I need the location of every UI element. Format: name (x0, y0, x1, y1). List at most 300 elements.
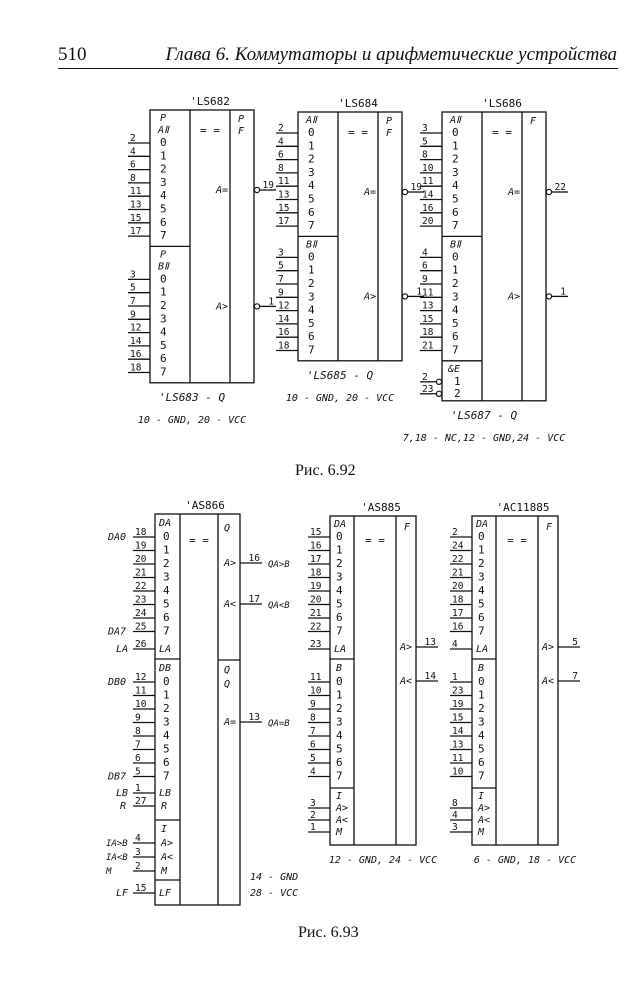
chip-ls682-a-pin-17-number: 17 (130, 226, 142, 238)
chip-ls684-b-bit-5: 5 (308, 316, 315, 330)
chip-ls684-a-bit-4: 4 (308, 179, 315, 193)
chip-ls686-b-pin-11-number: 11 (422, 287, 434, 299)
chip-ls686-e-bit-2: 2 (454, 386, 461, 400)
chip-ac11885-db-pin-10-number: 10 (452, 766, 464, 778)
chip-as866-title: 'AS866 (185, 499, 225, 512)
chip-ac11885-ctl-label-0: I (478, 791, 485, 802)
chip-as866-r-pin-number: 27 (135, 796, 147, 807)
chip-as885-db-bit-6: 6 (336, 756, 343, 769)
chip-as885-db-pin-4-number: 4 (310, 766, 316, 778)
chip-ls684-title: 'LS684 (338, 97, 378, 110)
chip-ac11885-la-label: LA (476, 644, 489, 655)
chip-ac11885-da-bit-3: 3 (478, 570, 485, 584)
chip-as866-sig-lf: LF (116, 888, 129, 899)
chip-ac11885-ctl-label-3: M (478, 827, 485, 838)
chip-ls682-out-pin-1-number: 1 (268, 296, 274, 308)
chip-ls684-out-pin-1-number: 1 (416, 286, 422, 298)
chip-ls684-out-pin-1-bubble (402, 294, 407, 299)
chip-as866-lb-pin-number: 1 (135, 783, 141, 794)
chip-ac11885-db-pin-23-number: 23 (452, 685, 464, 697)
chip-as885-ctl-label-0: I (336, 791, 343, 802)
chip-as885-ctl-label-2: A< (336, 815, 349, 826)
chip-ls686-out-label-1: A> (507, 291, 520, 303)
chip-ls682-a-pin-8-number: 8 (130, 172, 136, 184)
chip-ac11885-db-label: B (478, 663, 485, 674)
chip-as866-out-pin-17-number: 17 (248, 594, 260, 605)
chip-ls682-out-head-1: F (238, 126, 245, 137)
chip-ls682-b-bit-2: 2 (160, 299, 167, 312)
chip-as866-out-pin-13-number: 13 (248, 712, 260, 723)
chip-as866-da-bit-5: 5 (163, 597, 170, 611)
chip-ls686-e-pin-number-23: 23 (422, 383, 434, 395)
chip-as866-ctl-pin-4-number: 4 (135, 833, 141, 844)
chip-ls684-out-label-0: A= (363, 187, 376, 198)
chip-as885-da-pin-20-number: 20 (310, 594, 322, 606)
chip-ls682-b-bit-6: 6 (160, 352, 167, 366)
chip-as885-db-pin-11-number: 11 (310, 672, 322, 683)
chip-ls686-b-label: BⅡ (450, 239, 461, 251)
chip-as885-da-bit-6: 6 (336, 611, 343, 624)
chip-as885-db-pin-9-number: 9 (310, 699, 316, 710)
chip-ls684-out-head-1: F (386, 128, 393, 139)
chip-ls682-b-pin-3-number: 3 (130, 269, 136, 281)
chip-as866-func: = = (189, 534, 209, 547)
chip-ls684-out-pin-19-bubble (402, 189, 407, 194)
chip-ls686-power: 7,18 - NC,12 - GND,24 - VCC (402, 432, 566, 444)
chip-as885-db-label: B (336, 663, 343, 674)
page-number: 510 (58, 44, 87, 65)
chip-ls684-out-label-1: A> (363, 291, 376, 303)
chip-ls682-a-sym: P (160, 113, 167, 124)
chip-ls686-a-bit-3: 3 (452, 165, 459, 179)
chip-ac11885-da-bit-5: 5 (478, 597, 485, 611)
chip-ls684-b-bit-3: 3 (308, 290, 315, 304)
chip-ac11885-da-bit-0: 0 (478, 530, 485, 543)
chip-ls682-a-pin-6-number: 6 (130, 159, 136, 171)
chip-as866-lf-label: LF (159, 888, 172, 899)
chip-as885-out-label-0: A> (400, 642, 413, 653)
chip-as866-db-pin-8-number: 8 (135, 726, 141, 737)
chip-as866-ctl-pin-2-number: 2 (135, 861, 141, 872)
chip-ac11885-db-bit-7: 7 (478, 769, 485, 783)
chip-ls686-e-label: &E (448, 363, 461, 375)
chip-ls682-a-bit-1: 1 (160, 149, 167, 163)
chip-as866-da-bit-4: 4 (163, 584, 170, 597)
chip-as885-ctl-pin-3-number: 3 (310, 798, 316, 809)
chip-as866-la-label: LA (159, 644, 172, 655)
chip-as866-sig-db7: DB7 (108, 771, 127, 783)
chip-ls686-b-pin-9-number: 9 (422, 274, 428, 285)
chip-as885-db-pin-5-number: 5 (310, 753, 316, 764)
chip-as866-sig-da7: DA7 (108, 626, 127, 638)
chip-ls686-out-pin-1-number: 1 (560, 286, 566, 298)
chip-as866-db-bit-4: 4 (163, 729, 170, 742)
chip-ls682-b-label: BⅡ (158, 261, 169, 273)
chip-ls682-b-pin-18-number: 18 (130, 362, 142, 374)
chip-as866-out-sig-5: QA=B (268, 719, 290, 729)
chip-ls686-a-pin-20-number: 20 (422, 216, 434, 228)
chip-as885-out-pin-13-number: 13 (424, 637, 436, 648)
chip-as885-db-bit-1: 1 (336, 688, 343, 702)
chip-as866-ctl-label-1: A> (161, 838, 174, 849)
chip-ls684-b-pin-16-number: 16 (278, 327, 290, 339)
chip-ls686-a-bit-7: 7 (452, 219, 459, 233)
chip-ls686-out-head-0: F (530, 116, 537, 127)
chip-as885-db-bit-0: 0 (336, 675, 343, 688)
chip-as866-db-pin-7-number: 7 (135, 739, 141, 751)
chip-ls682-b-pin-5-number: 5 (130, 282, 136, 294)
chip-ls682-a-pin-11-number: 11 (130, 186, 142, 198)
chip-ls682-b-pin-9-number: 9 (130, 309, 136, 321)
chip-ac11885-da-pin-24-number: 24 (452, 540, 464, 552)
chapter-title: Глава 6. Коммутаторы и арифметические устройства (165, 44, 617, 65)
chip-ac11885-da-pin-16-number: 16 (452, 621, 464, 633)
chip-as866-sig-ctl-0: IA>B (106, 839, 128, 849)
chip-as866-db-bit-7: 7 (163, 769, 170, 783)
chip-ls684-b-pin-7-number: 7 (278, 274, 284, 285)
chip-as885-db-bit-2: 2 (336, 702, 343, 715)
chip-ac11885-da-pin-18-number: 18 (452, 594, 464, 606)
chip-ls682-b-bit-1: 1 (160, 285, 167, 299)
chip-as866-sig-la: LA (116, 644, 129, 655)
chip-ls682-b-pin-16-number: 16 (130, 349, 142, 361)
chip-ac11885-ctl-pin-8-number: 8 (452, 798, 458, 809)
chip-ls686-a-bit-5: 5 (452, 192, 459, 206)
chip-ls684-b-bit-4: 4 (308, 303, 315, 317)
chip-as866-sig-ctl-1: IA<B (106, 853, 128, 863)
chip-as885-da-bit-0: 0 (336, 530, 343, 543)
chip-ls686-b-pin-18-number: 18 (422, 327, 434, 339)
chip-as885-da-pin-22-number: 22 (310, 621, 322, 633)
chip-ls684-variant: 'LS685 - Q (306, 368, 374, 382)
chip-ls684-a-pin-6-number: 6 (278, 149, 284, 161)
chip-as866-out-label-4: Q (224, 679, 231, 690)
chip-as866-da-pin-18-number: 18 (135, 527, 147, 538)
chip-ls686-e-bubble-2 (436, 391, 441, 396)
chip-ls682-out-pin-1-bubble (254, 304, 259, 309)
chip-as866-db-bit-0: 0 (163, 675, 170, 688)
chip-ac11885-la-pin-number: 4 (452, 639, 458, 650)
chip-as885-power: 12 - GND, 24 - VCC (328, 855, 438, 866)
chip-as866-out-label-0: Q (224, 523, 231, 534)
chip-ac11885-ctl-label-2: A< (478, 815, 491, 826)
chip-ls686-out-label-0: A= (507, 187, 520, 198)
chip-ls682-a-bit-4: 4 (160, 189, 167, 203)
chip-ls682-a-pin-2-number: 2 (130, 133, 136, 144)
chip-ac11885-out-label-0: A> (542, 642, 555, 653)
chip-ls684-out-head-0: P (386, 116, 393, 127)
chip-as866-sig-ctl-2: M (106, 867, 112, 877)
chip-as866-da-pin-24-number: 24 (135, 608, 147, 619)
chip-as866-db-label: DB (159, 663, 172, 674)
chip-ls682-a-bit-5: 5 (160, 202, 167, 216)
chip-ls686-e-bubble-1 (436, 379, 441, 384)
chip-ls682-a-bit-2: 2 (160, 162, 167, 176)
chip-as866-lf-pin-number: 15 (135, 883, 147, 894)
chip-as866-r-label: R (161, 801, 168, 812)
chip-ac11885-ctl-label-1: A> (478, 803, 491, 814)
chip-as885-da-pin-16-number: 16 (310, 540, 322, 552)
chip-as866-db-pin-6-number: 6 (135, 753, 141, 764)
chip-ls686-b-pin-21-number: 21 (422, 340, 434, 352)
chip-ac11885-db-pin-14-number: 14 (452, 726, 464, 737)
chip-as885-out-label-1: A< (400, 676, 413, 687)
chip-ls684-a-bit-3: 3 (308, 165, 315, 179)
chip-as866-da-bit-2: 2 (163, 557, 170, 570)
chip-as885-la-label: LA (334, 644, 347, 655)
chip-ls686-a-pin-8-number: 8 (422, 149, 428, 161)
chip-as885-da-bit-5: 5 (336, 597, 343, 611)
chip-as866-db-bit-5: 5 (163, 742, 170, 756)
chip-ls684-out-pin-19-number: 19 (410, 182, 422, 193)
chip-ac11885-db-pin-13-number: 13 (452, 739, 464, 751)
chip-ls684-a-label: AⅡ (306, 115, 317, 126)
chip-ls686-b-pin-13-number: 13 (422, 300, 434, 312)
chip-as885-da-pin-18-number: 18 (310, 567, 322, 579)
chip-ls682-a-bit-6: 6 (160, 215, 167, 229)
chip-ac11885-out-pin-7-number: 7 (572, 671, 578, 682)
chip-ls686-a-pin-10-number: 10 (422, 162, 434, 174)
chip-ac11885-da-bit-7: 7 (478, 624, 485, 638)
chip-ls686-a-pin-3-number: 3 (422, 123, 428, 134)
chip-as885-func: = = (365, 534, 385, 547)
chip-as885-db-pin-7-number: 7 (310, 726, 316, 737)
chip-as866-lb-label: LB (159, 788, 172, 799)
chip-as866-out-label-5: A= (224, 717, 237, 728)
chip-as866-da-pin-20-number: 20 (135, 554, 147, 565)
chip-ls684-b-bit-1: 1 (308, 263, 315, 277)
chip-as885-la-pin-number: 23 (310, 639, 322, 650)
chip-ac11885-db-pin-15-number: 15 (452, 712, 464, 724)
chip-as866-sig-db0: DB0 (108, 677, 127, 688)
chip-as885-db-pin-8-number: 8 (310, 712, 316, 724)
chip-ls684-a-pin-15-number: 15 (278, 202, 290, 214)
chip-ac11885-db-bit-6: 6 (478, 756, 485, 769)
chip-ls686-out-pin-1-bubble (546, 294, 551, 299)
chip-ls686-a-pin-11-number: 11 (422, 176, 434, 188)
chip-as866-power-vcc: 28 - VCC (250, 888, 299, 899)
chip-ls684-a-pin-17-number: 17 (278, 216, 290, 228)
chip-ls686-b-bit-4: 4 (452, 303, 459, 317)
chip-ac11885-db-pin-1-number: 1 (452, 672, 458, 683)
chip-as885-da-pin-19-number: 19 (310, 581, 322, 592)
chip-as866-da-bit-0: 0 (163, 530, 170, 543)
chip-ls684-a-bit-5: 5 (308, 192, 315, 206)
chip-ac11885-da-label: DA (476, 519, 489, 530)
chip-as866-power-gnd: 14 - GND (250, 872, 299, 883)
chip-as885-da-bit-3: 3 (336, 570, 343, 584)
chip-ls682-out-pin-19-bubble (254, 187, 259, 192)
chip-as866-out-sig-1: QA>B (268, 560, 290, 570)
chip-ls682-a-pin-4-number: 4 (130, 146, 136, 158)
chip-as866-db-bit-3: 3 (163, 715, 170, 729)
chip-ac11885-db-bit-2: 2 (478, 702, 485, 715)
chip-ls684-a-bit-1: 1 (308, 139, 315, 153)
chip-as885-ctl-pin-1-number: 1 (310, 822, 316, 833)
chip-as866-out-label-1: A> (224, 558, 237, 569)
chip-ls686-b-bit-6: 6 (452, 330, 459, 344)
chip-as885-da-bit-1: 1 (336, 543, 343, 557)
chip-ls684-power: 10 - GND, 20 - VCC (285, 392, 395, 404)
chip-ls682-b-bit-7: 7 (160, 365, 167, 379)
chip-ls686-a-label: AⅡ (450, 115, 461, 126)
chip-as866-out-pin-16-number: 16 (248, 553, 260, 564)
chip-ls682-variant: 'LS683 - Q (158, 390, 226, 404)
chip-ls682-b-sym: P (160, 249, 167, 261)
chip-ac11885-title: 'AC11885 (496, 501, 550, 514)
chip-as866-db-bit-6: 6 (163, 756, 170, 769)
chip-ls686-a-pin-5-number: 5 (422, 136, 428, 148)
chip-ls682-b-pin-12-number: 12 (130, 322, 142, 334)
chip-as885-db-bit-7: 7 (336, 769, 343, 783)
chip-as885-out-head: F (404, 522, 411, 533)
chip-as866-da-pin-22-number: 22 (135, 581, 147, 592)
chip-as885-da-pin-21-number: 21 (310, 608, 322, 619)
chip-ls682-out-pin-19-number: 19 (262, 180, 274, 191)
chip-as866-sig-r: R (120, 801, 127, 812)
chip-ls682-a-bit-0: 0 (160, 136, 167, 149)
chip-as885-da-bit-4: 4 (336, 584, 343, 597)
chip-ls682-a-bit-7: 7 (160, 229, 167, 243)
chip-ac11885-da-pin-17-number: 17 (452, 608, 464, 619)
chip-ac11885-da-bit-6: 6 (478, 611, 485, 624)
chip-ls684-b-bit-6: 6 (308, 330, 315, 344)
chip-as866-db-pin-9-number: 9 (135, 712, 141, 724)
chip-ac11885-out-head: F (546, 522, 553, 533)
chip-ls686-a-bit-0: 0 (452, 126, 459, 139)
chip-ls682-a-pin-13-number: 13 (130, 199, 142, 211)
chip-ls686-a-bit-6: 6 (452, 205, 459, 219)
chip-ls682-power: 10 - GND, 20 - VCC (137, 414, 247, 426)
chip-ls682-out-label-0: A= (215, 185, 228, 196)
chip-as866-sig-da0: DA0 (108, 532, 127, 543)
chip-as866-da-label: DA (159, 518, 172, 529)
chip-ls684-b-pin-14-number: 14 (278, 313, 290, 325)
chip-as885-da-label: DA (334, 519, 347, 530)
chip-ls686-b-pin-6-number: 6 (422, 260, 428, 272)
chip-ac11885-db-pin-19-number: 19 (452, 699, 464, 710)
chip-ls686-e-pin-number-2: 2 (422, 371, 428, 383)
chip-ls686-title: 'LS686 (482, 97, 522, 110)
chip-as866-db-pin-10-number: 10 (135, 699, 147, 710)
chip-ac11885-da-bit-4: 4 (478, 584, 485, 597)
chip-ac11885-da-pin-2-number: 2 (452, 527, 458, 538)
chip-ls684-a-pin-11-number: 11 (278, 176, 290, 188)
chip-as866-out-label-2: A< (224, 599, 237, 610)
chip-ls682-out-label-1: A> (215, 301, 228, 313)
chip-as885-ctl-pin-2-number: 2 (310, 810, 316, 821)
chip-as866-db-pin-5-number: 5 (135, 766, 141, 778)
chip-as866-da-bit-7: 7 (163, 624, 170, 638)
chip-ac11885-da-bit-2: 2 (478, 557, 485, 570)
chip-ac11885-da-pin-20-number: 20 (452, 581, 464, 592)
chip-ls686-out-pin-22-number: 22 (554, 182, 566, 193)
chip-as885-db-pin-6-number: 6 (310, 739, 316, 751)
chip-ls684-a-bit-7: 7 (308, 219, 315, 233)
chip-ls684-b-pin-9-number: 9 (278, 287, 284, 299)
chip-ac11885-db-pin-11-number: 11 (452, 753, 464, 764)
chip-as885-da-bit-7: 7 (336, 624, 343, 638)
chip-as866-db-bit-2: 2 (163, 702, 170, 715)
chip-ls682-func: = = (200, 124, 220, 137)
chip-ls684-b-bit-7: 7 (308, 343, 315, 357)
chip-ls684-b-bit-0: 0 (308, 250, 315, 264)
figure-6-93-caption: Рис. 6.93 (298, 924, 359, 941)
chip-as866-sig-lb: LB (116, 788, 129, 799)
chip-as866-db-bit-1: 1 (163, 688, 170, 702)
chip-ls682-a-label: AⅡ (158, 125, 169, 136)
chip-ac11885-out-label-1: A< (542, 676, 555, 687)
chip-ac11885-ctl-pin-4-number: 4 (452, 810, 458, 821)
chip-as866-da-bit-3: 3 (163, 570, 170, 584)
figure-6-92-caption: Рис. 6.92 (295, 462, 356, 479)
chip-as866-out-label-3: Q (224, 665, 231, 676)
chip-ls686-a-pin-14-number: 14 (422, 189, 434, 201)
chip-ls686-out-pin-22-bubble (546, 189, 551, 194)
chip-ls684-b-pin-5-number: 5 (278, 260, 284, 272)
chip-ls684-func: = = (348, 126, 368, 139)
chip-as885-ctl-label-3: M (336, 827, 343, 838)
chip-ac11885-func: = = (507, 534, 527, 547)
chip-ls684-a-pin-2-number: 2 (278, 123, 284, 134)
chip-ac11885-out-pin-5-number: 5 (572, 637, 578, 648)
chip-ls686-b-bit-3: 3 (452, 290, 459, 304)
chip-ac11885-db-bit-0: 0 (478, 675, 485, 688)
chip-ls682-out-head-0: P (238, 114, 245, 125)
chip-as885-db-bit-4: 4 (336, 729, 343, 742)
chip-as885-da-bit-2: 2 (336, 557, 343, 570)
chip-ls682-b-bit-5: 5 (160, 338, 167, 352)
chip-ls686-b-pin-15-number: 15 (422, 313, 434, 325)
chip-ls684-b-label: BⅡ (306, 239, 317, 251)
chip-ls682-a-pin-15-number: 15 (130, 212, 142, 224)
chip-ls682-b-bit-0: 0 (160, 272, 167, 286)
chip-ls684-a-pin-8-number: 8 (278, 162, 284, 174)
chip-as885-title: 'AS885 (361, 501, 401, 514)
chip-ls684-a-bit-0: 0 (308, 126, 315, 139)
chip-ls682-b-pin-14-number: 14 (130, 335, 142, 347)
chip-ls686-a-pin-16-number: 16 (422, 202, 434, 214)
chip-ls684-b-pin-3-number: 3 (278, 247, 284, 259)
chip-ls684-a-bit-6: 6 (308, 205, 315, 219)
chip-ls686-b-bit-7: 7 (452, 343, 459, 357)
chip-as866-la-pin-number: 26 (135, 639, 147, 650)
chip-ls686-b-bit-5: 5 (452, 316, 459, 330)
chip-ls686-b-bit-0: 0 (452, 250, 459, 264)
chip-as885-db-bit-5: 5 (336, 742, 343, 756)
chip-ac11885-power: 6 - GND, 18 - VCC (473, 855, 577, 866)
chip-ls686-a-bit-2: 2 (452, 152, 459, 166)
chip-as866-ctl-pin-3-number: 3 (135, 847, 141, 858)
chip-ls686-variant: 'LS687 - Q (450, 408, 518, 422)
chip-ls686-b-bit-1: 1 (452, 263, 459, 277)
chip-as885-out-pin-14-number: 14 (424, 671, 436, 682)
chip-ac11885-ctl-pin-3-number: 3 (452, 822, 458, 833)
chip-ac11885-db-bit-3: 3 (478, 715, 485, 729)
chip-ls684-a-pin-4-number: 4 (278, 136, 284, 148)
chip-as866-out-sig-2: QA<B (268, 601, 290, 611)
chip-ls682-b-bit-4: 4 (160, 325, 167, 339)
chip-ac11885-da-pin-22-number: 22 (452, 554, 464, 565)
chip-as866-da-pin-23-number: 23 (135, 594, 147, 606)
chip-ls686-b-pin-4-number: 4 (422, 247, 428, 259)
chip-ls684-b-bit-2: 2 (308, 277, 315, 290)
chip-ls686-func: = = (492, 126, 512, 139)
chip-as866-da-pin-25-number: 25 (135, 621, 147, 633)
chip-as885-db-pin-10-number: 10 (310, 685, 322, 697)
chip-ac11885-da-pin-21-number: 21 (452, 567, 464, 579)
chip-as866-ctl-label-2: A< (161, 852, 174, 863)
